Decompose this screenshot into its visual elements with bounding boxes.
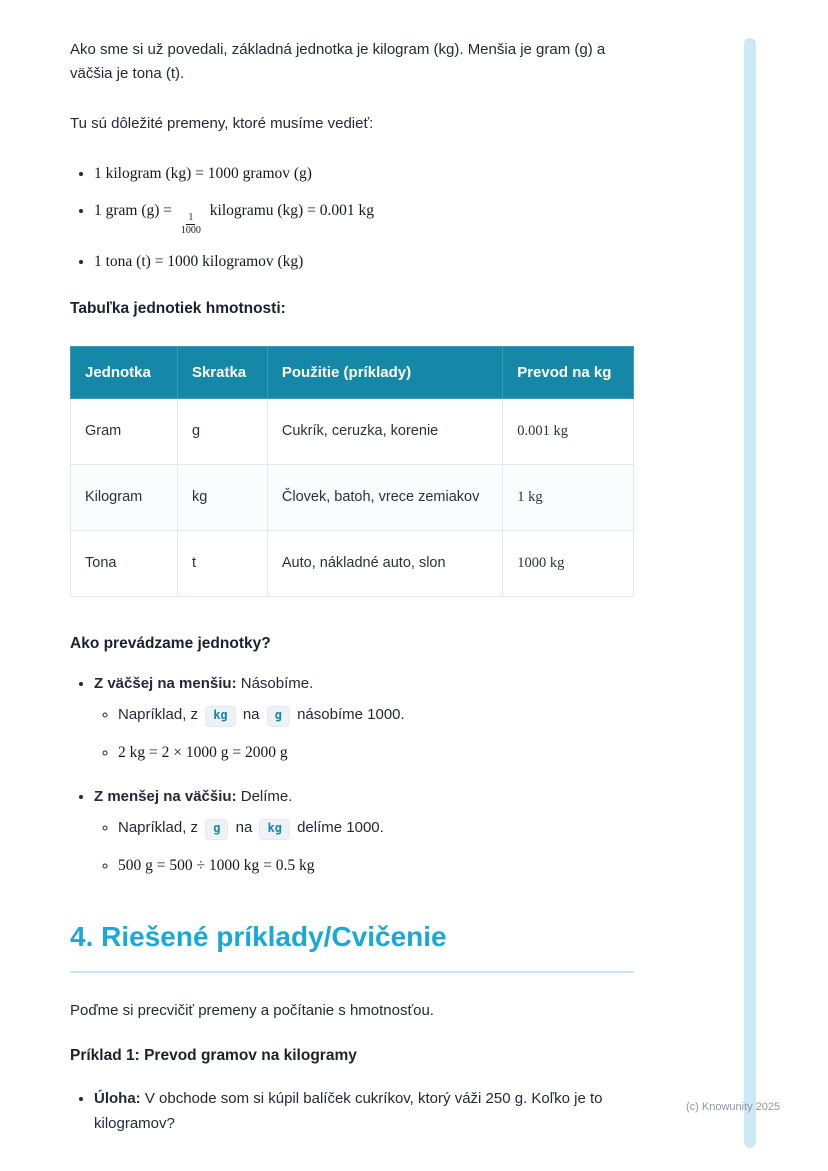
rule-multiply-line: [94, 673, 634, 696]
example-text: delíme 1000.: [292, 819, 384, 837]
task-item: [94, 1087, 634, 1137]
convert-heading: Ako prevádzame jednotky?: [70, 634, 271, 652]
rule-divide-line: [94, 786, 634, 809]
column-header: Použitie (príklady): [267, 346, 502, 398]
rule-divide-rest: Delíme.: [236, 787, 293, 805]
task-lead: Úloha:: [94, 1090, 141, 1108]
table-heading: Tabuľka jednotiek hmotnosti:: [70, 299, 286, 317]
conversion-2: [94, 202, 374, 236]
table-cell: Kilogram: [71, 464, 178, 530]
conversion-3: 1 tona (t) = 1000 kilogramov (kg): [94, 252, 304, 270]
example-text: na: [231, 819, 257, 837]
rule-multiply-sublist: [118, 703, 634, 766]
table-cell: 1 kg: [503, 464, 634, 530]
rule-divide-sublist: [118, 816, 634, 879]
table-row: [71, 530, 634, 596]
fraction: [179, 212, 203, 237]
task-list: [94, 1087, 634, 1137]
conversions-intro: Tu sú dôležité premeny, ktoré musíme vedieť:: [70, 115, 374, 132]
table-cell: t: [177, 530, 267, 596]
list-item: [94, 162, 634, 186]
fraction-denominator: 1000: [180, 224, 201, 236]
list-item: [94, 199, 634, 237]
example-text: na: [238, 706, 264, 724]
table-row: [71, 398, 634, 464]
intro-paragraph: Ako sme si už povedali, základná jednotka je kilogram (kg). Menšia je gram (g) a väčšia je tona (t).: [70, 41, 606, 82]
rule-multiply-example: [118, 703, 634, 727]
table-row: [71, 464, 634, 530]
table-cell: Gram: [71, 398, 178, 464]
scrollbar[interactable]: [744, 38, 756, 1148]
table-cell: Auto, nákladné auto, slon: [267, 530, 502, 596]
unit-badge-g: g: [205, 819, 228, 840]
example-text: Napríklad, z: [118, 819, 203, 837]
fraction-numerator: 1: [188, 211, 194, 223]
conversion-2-after: kilogramu (kg) = 0.001 kg: [205, 202, 374, 219]
unit-badge-kg: kg: [205, 706, 235, 727]
table-cell: Tona: [71, 530, 178, 596]
table-cell: kg: [177, 464, 267, 530]
list-item: [94, 250, 634, 274]
document-content: [70, 38, 634, 1137]
practice-intro: Poďme si precvičiť premeny a počítanie s hmotnosťou.: [70, 1002, 434, 1020]
example1-heading: Príklad 1: Prevod gramov na kilogramy: [70, 1047, 357, 1065]
rule-multiply-rest: Násobíme.: [236, 674, 314, 692]
rule-divide-example: [118, 816, 634, 840]
table-cell: 0.001 kg: [503, 398, 634, 464]
rule-divide: [94, 786, 634, 879]
unit-badge-g: g: [267, 706, 290, 727]
rules-list: [94, 673, 634, 880]
table-cell: 1000 kg: [503, 530, 634, 596]
rule-multiply-lead: Z väčšej na menšiu:: [94, 674, 237, 692]
table-cell: g: [177, 398, 267, 464]
column-header: Prevod na kg: [503, 346, 634, 398]
task-text: V obchode som si kúpil balíček cukríkov, ktorý váži 250 g. Koľko je to kilogramov?: [94, 1090, 603, 1132]
rule-multiply: [94, 673, 634, 766]
table-cell: Cukrík, ceruzka, korenie: [267, 398, 502, 464]
rule-multiply-math: [118, 741, 634, 766]
section-heading: 4. Riešené príklady/Cvičenie: [70, 921, 634, 973]
table-header-row: [71, 346, 634, 398]
column-header: Skratka: [177, 346, 267, 398]
units-table: [70, 346, 634, 597]
math-expression: 2 kg = 2 × 1000 g = 2000 g: [118, 744, 288, 762]
example-text: Napríklad, z: [118, 706, 203, 724]
footer-credit: (c) Knowunity 2025: [686, 1101, 781, 1113]
conversion-list: [94, 162, 634, 274]
column-header: Jednotka: [71, 346, 178, 398]
example-text: násobíme 1000.: [292, 706, 405, 724]
math-expression: 500 g = 500 ÷ 1000 kg = 0.5 kg: [118, 857, 315, 875]
table-cell: Človek, batoh, vrece zemiakov: [267, 464, 502, 530]
conversion-1: 1 kilogram (kg) = 1000 gramov (g): [94, 165, 312, 182]
conversion-2-before: 1 gram (g) =: [94, 202, 176, 219]
unit-badge-kg: kg: [259, 819, 289, 840]
rule-divide-lead: Z menšej na väčšiu:: [94, 787, 237, 805]
rule-divide-math: [118, 854, 634, 879]
